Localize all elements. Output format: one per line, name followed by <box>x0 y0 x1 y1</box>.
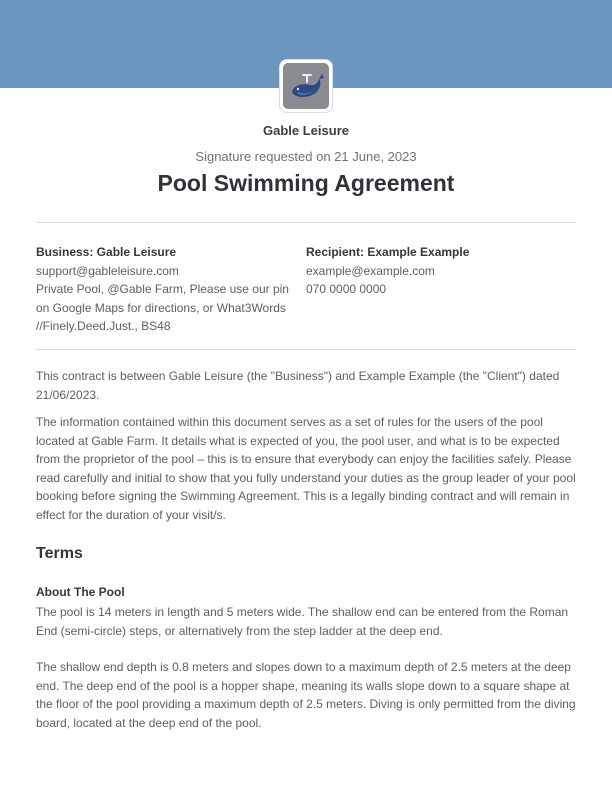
divider-middle <box>36 349 576 350</box>
business-address-line-1: Private Pool, @Gable Farm, Please use our pin <box>36 282 289 296</box>
business-details <box>36 243 302 336</box>
divider-top <box>36 222 576 223</box>
recipient-heading: Recipient: Example Example <box>306 245 470 259</box>
recipient-email: example@example.com <box>306 263 435 278</box>
whale-icon <box>283 63 329 109</box>
contract-parties-paragraph: This contract is between Gable Leisure (the "Business") and Example Example (the "Client") dated 21/06/2023. <box>36 369 560 402</box>
business-logo <box>280 60 332 112</box>
information-paragraph: The information contained within this document serves as a set of rules for the users of the pool located at Gable Farm. It details what is expected of you, the pool user, and what is to be expected from the proprietor of the pool – this is to ensure that everybody can enjoy the facilities safely. Please read carefully and initial to show that you fully understand your duties as the group leader of your pool booking before signing the Swimming Agreement. This is a legally binding contract and will remain in effect for the duration of your visit/s. <box>36 415 576 522</box>
recipient-details <box>306 243 576 299</box>
about-pool-paragraph-2: The shallow end depth is 0.8 meters and slopes down to a maximum depth of 2.5 meters at the deep end. The deep end of the pool is a hopper shape, meaning its walls slope down to a square shape at the floor of the pool providing a maximum depth of 2.5 meters. Diving is only permitted from the diving board, located at the deep end of the pool. <box>36 660 576 730</box>
about-pool-paragraph-1: The pool is 14 meters in length and 5 meters wide. The shallow end can be entered from the Roman End (semi-circle) steps, or alternatively from the step ladder at the deep end. <box>36 605 569 638</box>
business-address-line-2: on Google Maps for directions, or What3Words <box>36 300 286 315</box>
terms-heading: Terms <box>36 545 83 562</box>
business-heading: Business: Gable Leisure <box>36 245 177 259</box>
document-title: Pool Swimming Agreement <box>157 170 455 196</box>
business-email: support@gableleisure.com <box>36 263 179 278</box>
logo-background <box>283 63 329 109</box>
business-address-line-3: //Finely.Deed.Just., BS48 <box>36 319 171 333</box>
signature-requested-date: Signature requested on 21 June, 2023 <box>195 149 417 164</box>
about-pool-heading: About The Pool <box>36 585 125 599</box>
recipient-phone: 070 0000 0000 <box>306 282 387 296</box>
business-name: Gable Leisure <box>263 123 349 138</box>
